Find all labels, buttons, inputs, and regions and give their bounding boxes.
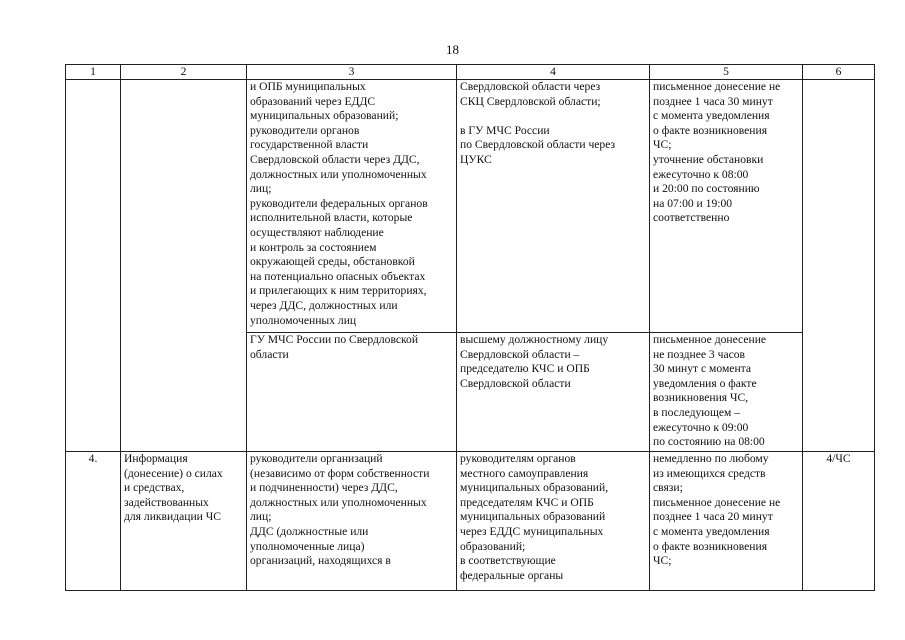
table-header-row (66, 65, 875, 80)
column-header: 5 (650, 65, 803, 80)
form-code-cell: 4/ЧС (803, 452, 875, 591)
table-row (66, 452, 875, 591)
info-type-cell: Информация (донесение) о силах и средствах, задействованных для ликвидации ЧС (121, 452, 247, 591)
column-header: 4 (457, 65, 650, 80)
column-header: 6 (803, 65, 875, 80)
column-header: 3 (247, 65, 457, 80)
document-table (65, 64, 875, 591)
deadline-cell: немедленно по любому из имеющихся средств связи; письменное донесение не позднее 1 часа 20 минут с момента уведомления о факте возникновения ЧС; (650, 452, 803, 591)
row-number-cell: 4. (66, 452, 121, 591)
sender-cell: и ОПБ муниципальных образований через ЕДДС муниципальных образований; руководители органов государственной власти Свердловской области через ДДС, должностных или уполномоченных лиц; руководители федеральных органов исполнительной власти, которые осуществляют наблюдение и контроль за состоянием окружающей среды, обстановкой на потенциально опасных объектах и прилегающих к ним территориях, через ДДС, должностных или уполномоченных лиц (247, 80, 457, 333)
sender-cell: руководители организаций (независимо от форм собственности и подчиненности) через ДДС, должностных или уполномоченных лиц; ДДС (должностные или уполномоченные лица) организаций, находящихся в (247, 452, 457, 591)
form-code-cell (803, 80, 875, 452)
deadline-cell: письменное донесение не позднее 3 часов 30 минут с момента уведомления о факте возникновения ЧС, в последующем – ежесуточно к 09:00 по состоянию на 08:00 (650, 333, 803, 452)
info-type-cell (121, 80, 247, 452)
recipient-cell: Свердловской области через СКЦ Свердловской области; в ГУ МЧС России по Свердловской области через ЦУКС (457, 80, 650, 333)
sender-cell: ГУ МЧС России по Свердловской области (247, 333, 457, 452)
table-row (66, 80, 875, 333)
recipient-cell: руководителям органов местного самоуправления муниципальных образований, председателям КЧС и ОПБ муниципальных образований через ЕДДС муниципальных образований; в соответствующие федеральные органы (457, 452, 650, 591)
row-number-cell (66, 80, 121, 452)
page-number: 18 (446, 42, 459, 57)
column-header: 2 (121, 65, 247, 80)
deadline-cell: письменное донесение не позднее 1 часа 30 минут с момента уведомления о факте возникновения ЧС; уточнение обстановки ежесуточно к 08:00 и 20:00 по состоянию на 07:00 и 19:00 соответственно (650, 80, 803, 333)
recipient-cell: высшему должностному лицу Свердловской области – председателю КЧС и ОПБ Свердловской области (457, 333, 650, 452)
column-header: 1 (66, 65, 121, 80)
